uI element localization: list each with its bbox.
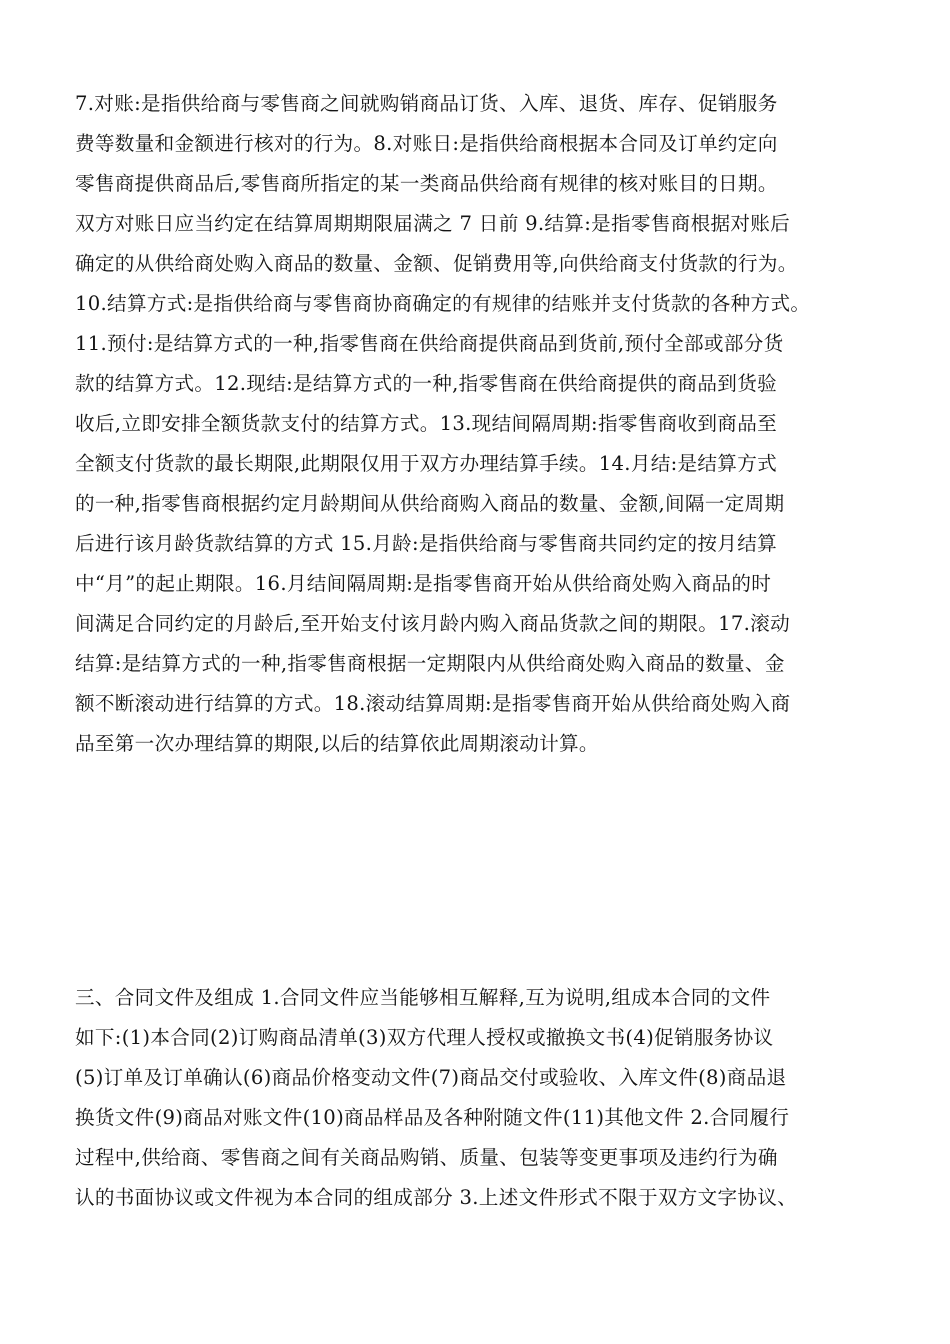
text-line: 10.结算方式:是指供给商与零售商协商确定的有规律的结账并支付货款的各种方式。 [75, 292, 811, 315]
text-line: 费等数量和金额进行核对的行为。8.对账日:是指供给商根据本合同及订单约定向 [75, 132, 778, 155]
text-line: 确定的从供给商处购入商品的数量、金额、促销费用等,向供给商支付货款的行为。 [75, 252, 798, 275]
text-line: 双方对账日应当约定在结算周期期限届满之 7 日前 9.结算:是指零售商根据对账后 [75, 212, 791, 235]
paragraph-contract-documents [75, 978, 885, 1218]
text-line: 中“月”的起止期限。16.月结间隔周期:是指零售商开始从供给商处购入商品的时 [75, 572, 772, 595]
text-line: 额不断滚动进行结算的方式。18.滚动结算周期:是指零售商开始从供给商处购入商 [75, 692, 791, 715]
text-line: 品至第一次办理结算的期限,以后的结算依此周期滚动计算。 [75, 732, 599, 755]
text-line: 结算:是结算方式的一种,指零售商根据一定期限内从供给商处购入商品的数量、金 [75, 652, 785, 675]
text-line: (5)订单及订单确认(6)商品价格变动文件(7)商品交付或验收、入库文件(8)商品退 [75, 1066, 787, 1089]
text-line: 7.对账:是指供给商与零售商之间就购销商品订货、入库、退货、库存、促销服务 [75, 92, 778, 115]
text-line: 如下:(1)本合同(2)订购商品清单(3)双方代理人授权或撤换文书(4)促销服务协议 [75, 1026, 774, 1049]
paragraph-definitions [75, 84, 885, 764]
text-line: 的一种,指零售商根据约定月龄期间从供给商购入商品的数量、金额,间隔一定周期 [75, 492, 785, 515]
text-line: 三、合同文件及组成 1.合同文件应当能够相互解释,互为说明,组成本合同的文件 [75, 986, 771, 1009]
text-line: 过程中,供给商、零售商之间有关商品购销、质量、包装等变更事项及违约行为确 [75, 1146, 778, 1169]
text-line: 零售商提供商品后,零售商所指定的某一类商品供给商有规律的核对账目的日期。 [75, 172, 778, 195]
text-line: 后进行该月龄货款结算的方式 15.月龄:是指供给商与零售商共同约定的按月结算 [75, 532, 777, 555]
text-line: 全额支付货款的最长期限,此期限仅用于双方办理结算手续。14.月结:是结算方式 [75, 452, 777, 475]
text-line: 认的书面协议或文件视为本合同的组成部分 3.上述文件形式不限于双方文字协议、 [75, 1186, 798, 1209]
text-line: 款的结算方式。12.现结:是结算方式的一种,指零售商在供给商提供的商品到货验 [75, 372, 777, 395]
text-line: 换货文件(9)商品对账文件(10)商品样品及各种附随文件(11)其他文件 2.合同履行 [75, 1106, 790, 1129]
text-line: 间满足合同约定的月龄后,至开始支付该月龄内购入商品货款之间的期限。17.滚动 [75, 612, 790, 635]
text-line: 收后,立即安排全额货款支付的结算方式。13.现结间隔周期:指零售商收到商品至 [75, 412, 777, 435]
text-line: 11.预付:是结算方式的一种,指零售商在供给商提供商品到货前,预付全部或部分货 [75, 332, 784, 355]
